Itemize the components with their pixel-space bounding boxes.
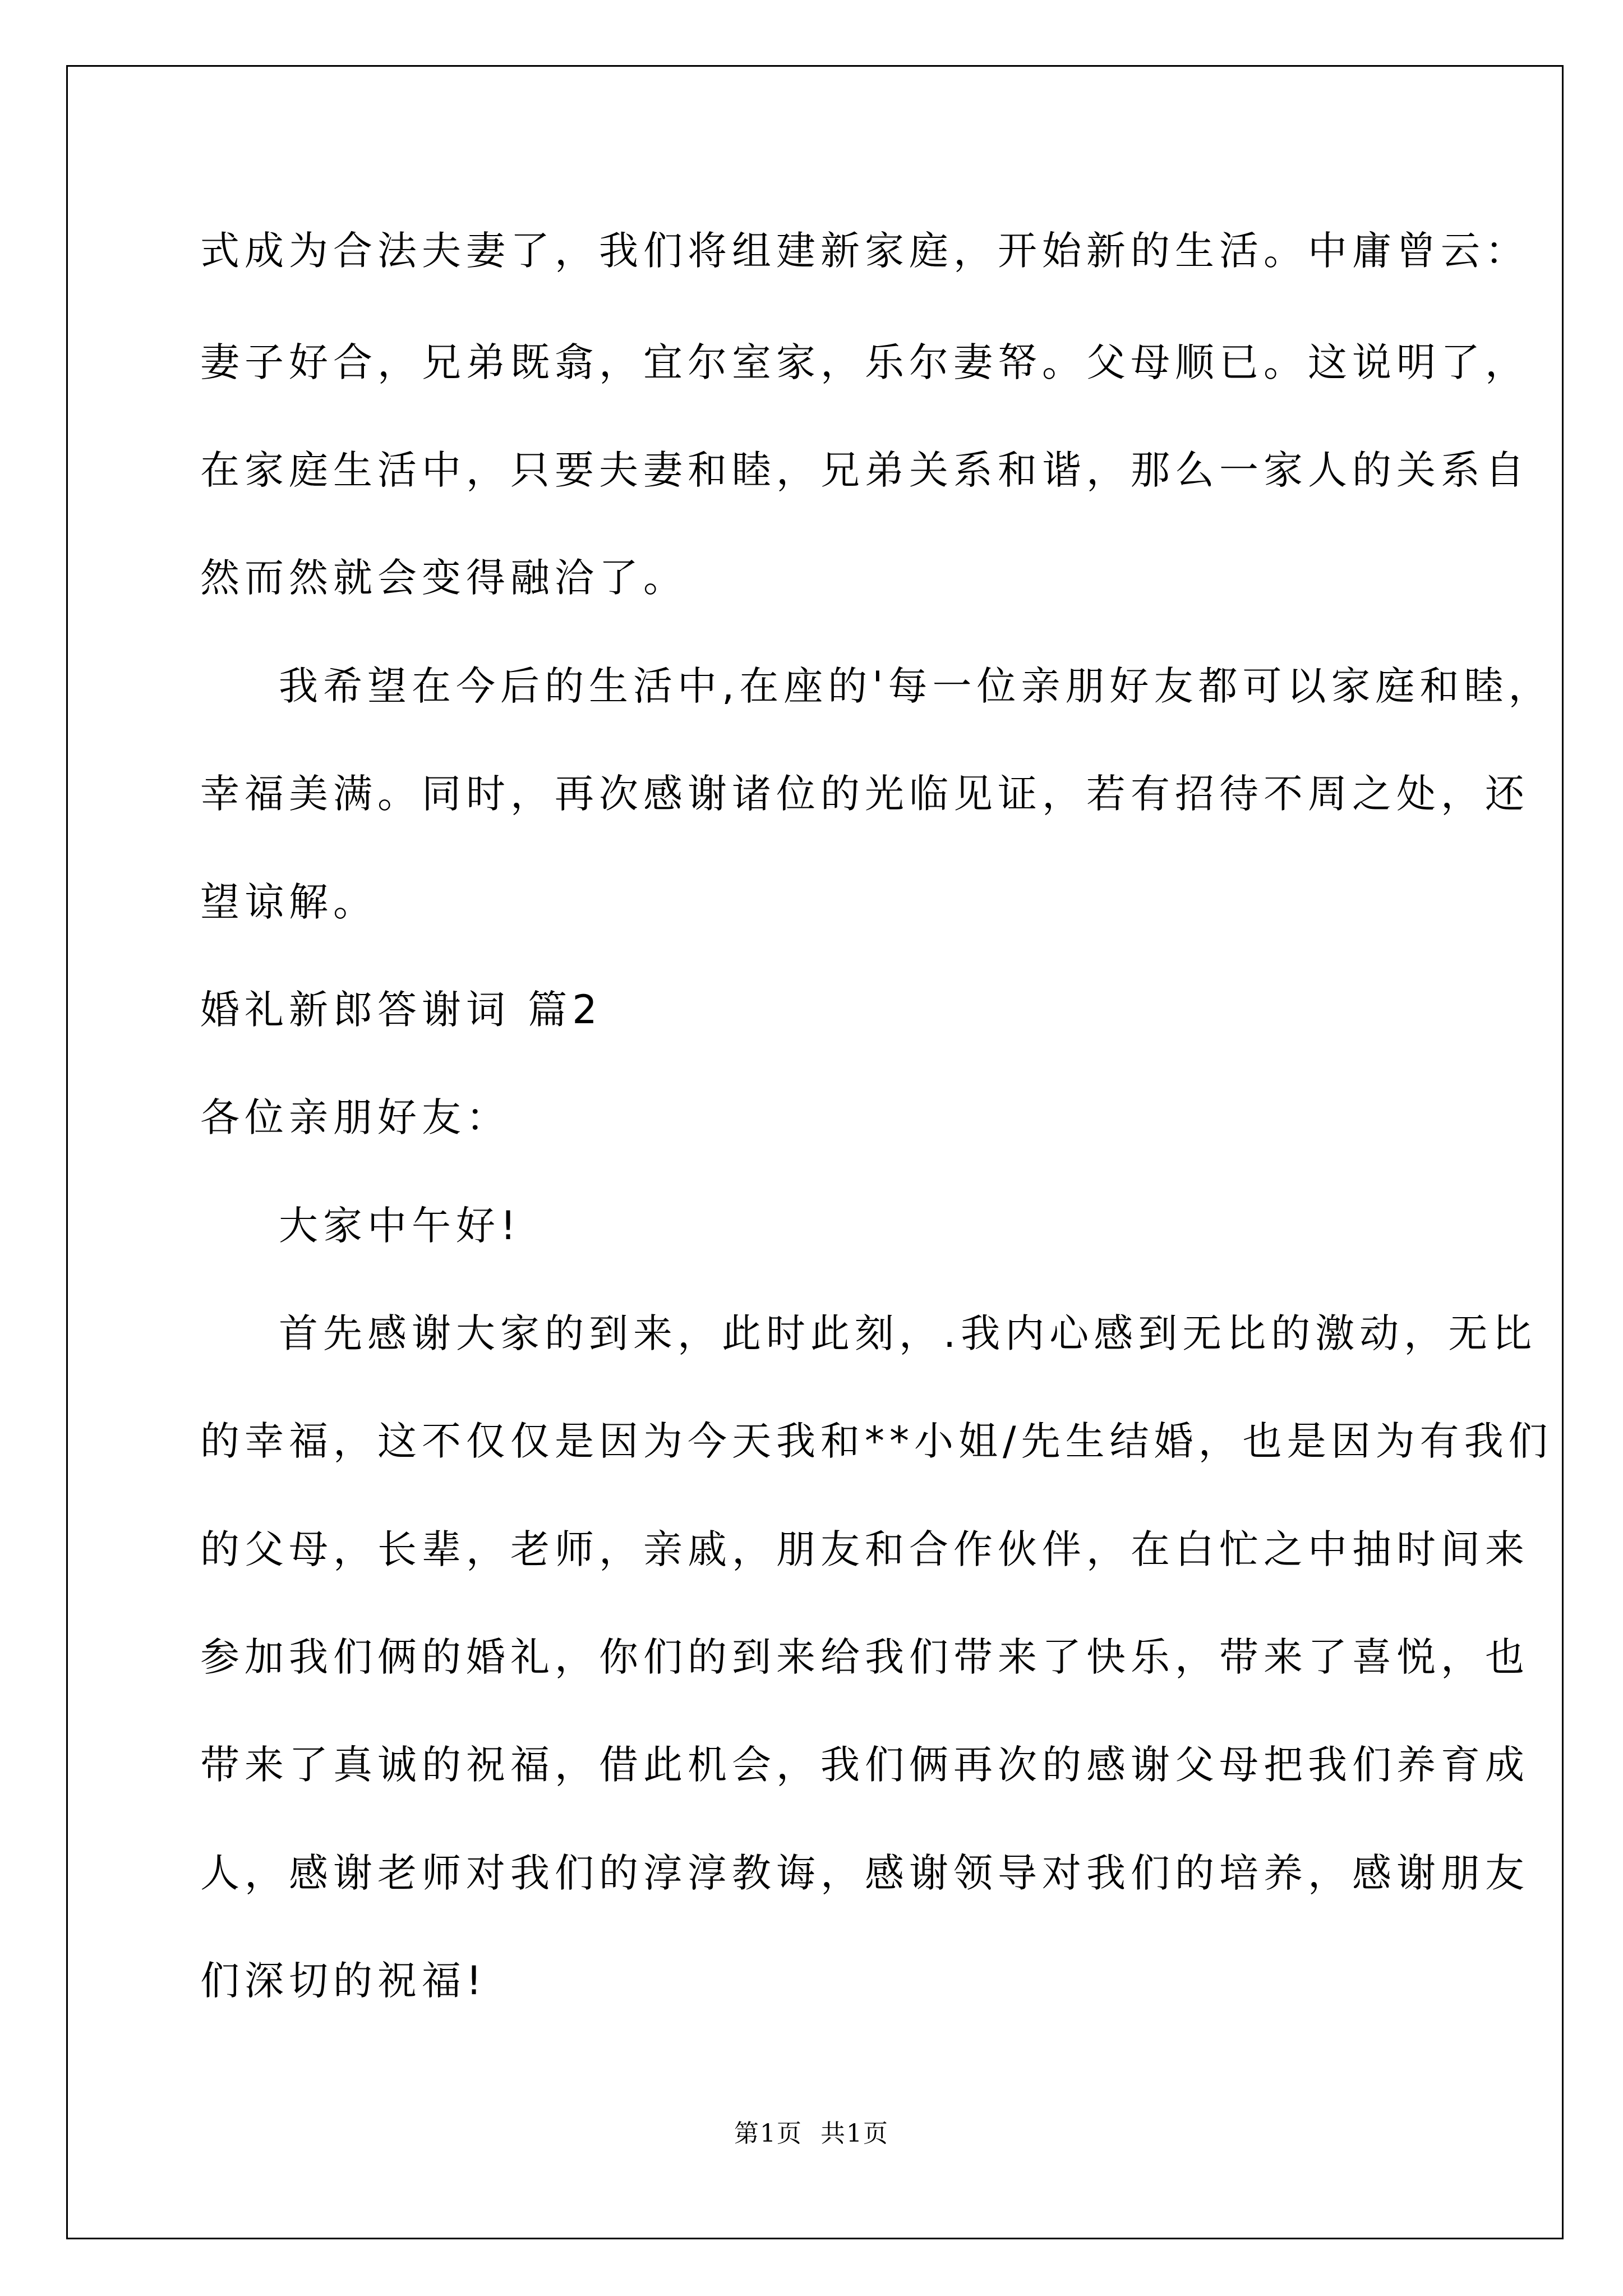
body-text-line: 的幸福，这不仅仅是因为今天我和**小姐/先生结婚，也是因为有我们 — [200, 1418, 1553, 1464]
body-text-line: 的父母，长辈，老师，亲戚，朋友和合作伙伴，在白忙之中抽时间来 — [200, 1526, 1529, 1572]
body-text-line: 妻子好合，兄弟既翕，宜尔室家，乐尔妻帑。父母顺已。这说明了， — [200, 339, 1529, 385]
page-border — [66, 65, 1564, 2239]
body-text-line: 人，感谢老师对我们的淳淳教诲，感谢领导对我们的培养，感谢朋友 — [200, 1850, 1529, 1896]
body-text-line: 然而然就会变得融洽了。 — [200, 555, 688, 601]
body-text-line: 们深切的祝福! — [200, 1958, 487, 2004]
salutation: 各位亲朋好友： — [200, 1094, 510, 1140]
body-text-line: 参加我们俩的婚礼，你们的到来给我们带来了快乐，带来了喜悦，也 — [200, 1634, 1529, 1680]
body-text-line: 我希望在今后的生活中,在座的'每一位亲朋好友都可以家庭和睦， — [279, 663, 1553, 709]
body-text-line: 幸福美满。同时，再次感谢诸位的光临见证，若有招待不周之处，还 — [200, 771, 1529, 817]
body-text-line: 在家庭生活中，只要夫妻和睦，兄弟关系和谐，那么一家人的关系自 — [200, 447, 1529, 493]
body-text-line: 带来了真诚的祝福，借此机会，我们俩再次的感谢父母把我们养育成 — [200, 1742, 1529, 1788]
page-footer: 第1页 共1页 — [734, 2119, 889, 2148]
section-heading: 婚礼新郎答谢词 篇2 — [200, 987, 602, 1033]
body-text-line: 望谅解。 — [200, 879, 377, 925]
body-text-line: 式成为合法夫妻了，我们将组建新家庭，开始新的生活。中庸曾云： — [200, 228, 1529, 274]
body-text-line: 首先感谢大家的到来，此时此刻，.我内心感到无比的激动，无比 — [279, 1310, 1537, 1356]
greeting: 大家中午好! — [279, 1203, 522, 1249]
